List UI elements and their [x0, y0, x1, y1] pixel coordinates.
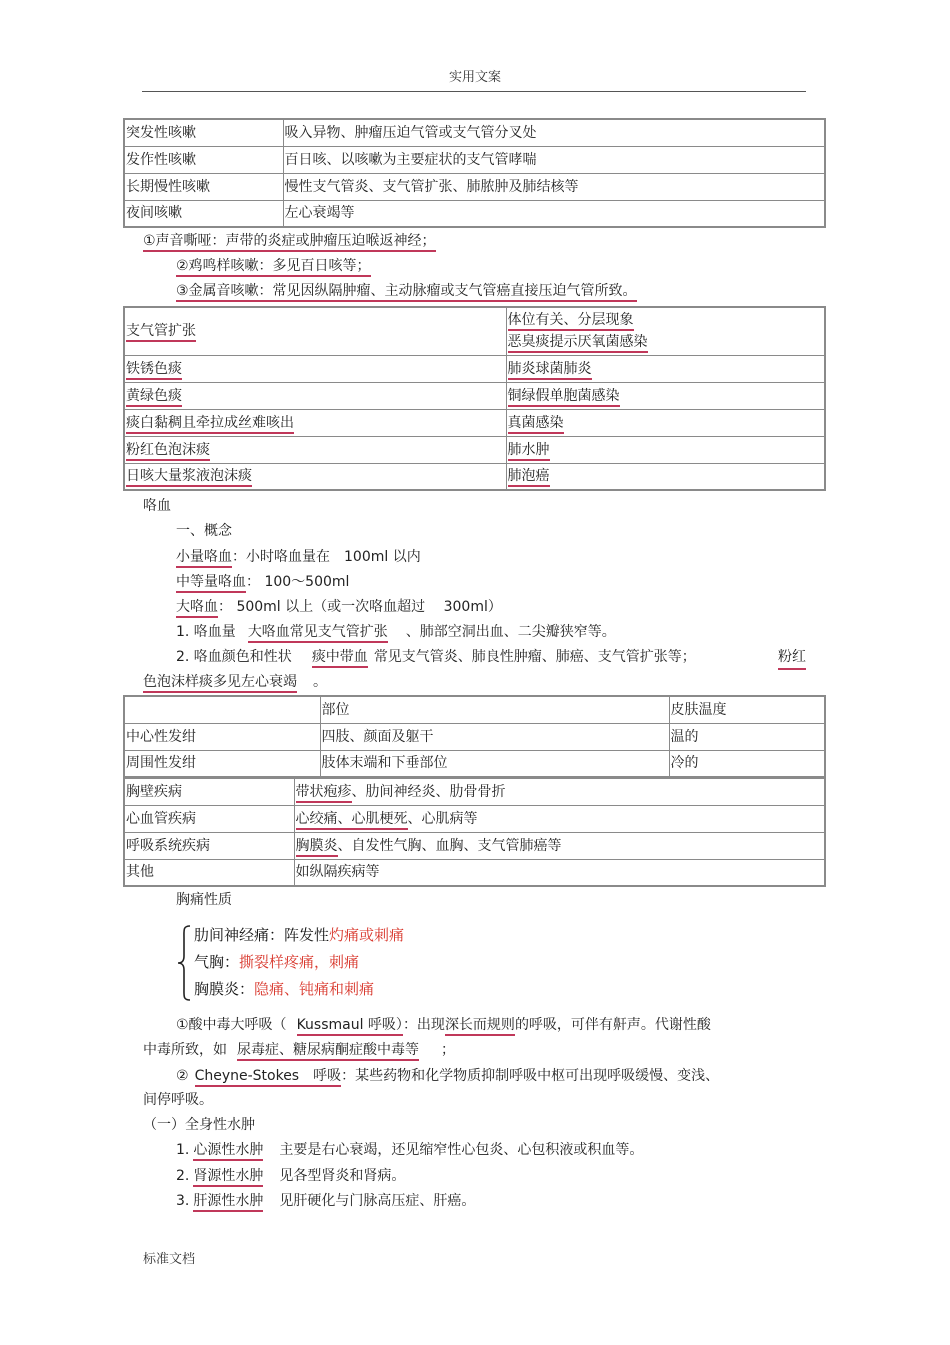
cyanosis-site: 四肢、颜面及躯干: [320, 723, 669, 750]
disease-category: 其他: [124, 859, 294, 886]
small-hemoptysis: 小量咯血：小时咯血量在 100ml 以内: [176, 547, 421, 567]
edema-title: （一）全身性水肿: [143, 1117, 255, 1133]
concept-heading: 一、概念: [176, 523, 232, 539]
cough-type: 突发性咳嗽: [124, 119, 283, 146]
cyanosis-site: 肢体末端和下垂部位: [320, 750, 669, 777]
cough-table: [123, 118, 826, 228]
cyanosis-table: [123, 695, 826, 778]
sputum-condition: 支气管扩张: [124, 307, 506, 355]
header-rule: [142, 91, 806, 92]
page-footer: 标准文档: [143, 1252, 196, 1267]
cough-cause: 慢性支气管炎、支气管扩张、肺脓肿及肺结核等: [283, 173, 825, 200]
chest-pain-item: 胸膜炎：隐痛、钝痛和刺痛: [194, 980, 375, 998]
medium-hemoptysis: 中等量咯血： 100～500ml: [176, 572, 349, 592]
disease-examples: 带状疱疹、肋间神经炎、肋骨骨折: [294, 778, 825, 805]
sputum-table: [123, 306, 826, 491]
large-hemoptysis: 大咯血： 500ml 以上（或一次咯血超过 300ml）: [176, 597, 502, 617]
edema-item-1: 1. 心源性水肿 主要是右心衰竭，还见缩窄性心包炎、心包积液或积血等。: [176, 1140, 643, 1160]
hemoptysis-item-1: 1. 咯血量 大咯血常见支气管扩张 、肺部空洞出血、二尖瓣狭窄等。: [176, 622, 616, 642]
sputum-cause: 铜绿假单胞菌感染: [506, 382, 825, 409]
cyanosis-type: 中心性发绀: [124, 723, 320, 750]
breathing-para-1-cont: 中毒所致，如 尿毒症、糖尿病酮症酸中毒等 ；: [143, 1040, 455, 1060]
sputum-type: 日咳大量浆液泡沫痰: [124, 463, 506, 490]
cyanosis-header-temp: 皮肤温度: [669, 696, 825, 723]
sputum-cause: 肺泡癌: [506, 463, 825, 490]
cough-type: 长期慢性咳嗽: [124, 173, 283, 200]
edema-item-3: 3. 肝源性水肿 见肝硬化与门脉高压症、肝癌。: [176, 1191, 475, 1211]
disease-examples: 如纵隔疾病等: [294, 859, 825, 886]
cough-cause: 吸入异物、肿瘤压迫气管或支气管分叉处: [283, 119, 825, 146]
cough-type: 夜间咳嗽: [124, 200, 283, 227]
brace-icon: [176, 924, 192, 1002]
disease-category: 心血管疾病: [124, 805, 294, 832]
edema-item-2: 2. 肾源性水肿 见各型肾炎和肾病。: [176, 1166, 405, 1186]
sputum-cause: 真菌感染: [506, 409, 825, 436]
disease-examples: 心绞痛、心肌梗死、心肌病等: [294, 805, 825, 832]
cyanosis-header-empty: [124, 696, 320, 723]
disease-category: 呼吸系统疾病: [124, 832, 294, 859]
cyanosis-temp: 冷的: [669, 750, 825, 777]
breathing-para-2-cont: 间停呼吸。: [143, 1092, 213, 1108]
sputum-type: 铁锈色痰: [124, 355, 506, 382]
page-header: 实用文案: [448, 70, 501, 85]
breathing-para-2: ② Cheyne-Stokes 呼吸：某些药物和化学物质抑制呼吸中枢可出现呼吸缓慢、变浅、: [176, 1066, 719, 1086]
sputum-type: 痰白黏稠且牵拉成丝难咳出: [124, 409, 506, 436]
cough-note-3: ③金属音咳嗽：常见因纵隔肿瘤、主动脉瘤或支气管癌直接压迫气管所致。: [176, 281, 637, 301]
chest-pain-item: 气胸：撕裂样疼痛，刺痛: [194, 953, 360, 971]
cough-cause: 左心衰竭等: [283, 200, 825, 227]
breathing-para-1: ①酸中毒大呼吸（ Kussmaul 呼吸）：出现深长而规则的呼吸，可伴有鼾声。代谢性酸: [176, 1015, 711, 1035]
hemoptysis-item-2: 2. 咯血颜色和性状 痰中带血 常见支气管炎、肺良性肿瘤、肺癌、支气管扩张等； 粉红: [176, 647, 806, 667]
chest-pain-nature-title: 胸痛性质: [176, 892, 232, 908]
disease-examples: 胸膜炎、自发性气胸、血胸、支气管肺癌等: [294, 832, 825, 859]
cyanosis-temp: 温的: [669, 723, 825, 750]
sputum-feature: 体位有关、分层现象 恶臭痰提示厌氧菌感染: [506, 307, 825, 355]
sputum-cause: 肺炎球菌肺炎: [506, 355, 825, 382]
hemoptysis-item-2-cont: 色泡沫样痰多见左心衰竭 。: [143, 672, 327, 692]
sputum-cause: 肺水肿: [506, 436, 825, 463]
cough-note-2: ②鸡鸣样咳嗽：多见百日咳等；: [176, 256, 371, 276]
chest-pain-cause-table: [123, 777, 826, 887]
chest-pain-nature-image: [176, 922, 436, 1002]
cough-type: 发作性咳嗽: [124, 146, 283, 173]
cough-note-1: ①声音嘶哑：声带的炎症或肿瘤压迫喉返神经；: [143, 231, 436, 251]
section-title-hemoptysis: 咯血: [143, 498, 171, 514]
chest-pain-item: 肋间神经痛：阵发性灼痛或刺痛: [194, 926, 405, 944]
cyanosis-header-site: 部位: [320, 696, 669, 723]
cough-cause: 百日咳、以咳嗽为主要症状的支气管哮喘: [283, 146, 825, 173]
disease-category: 胸壁疾病: [124, 778, 294, 805]
cyanosis-type: 周围性发绀: [124, 750, 320, 777]
sputum-type: 粉红色泡沫痰: [124, 436, 506, 463]
sputum-type: 黄绿色痰: [124, 382, 506, 409]
